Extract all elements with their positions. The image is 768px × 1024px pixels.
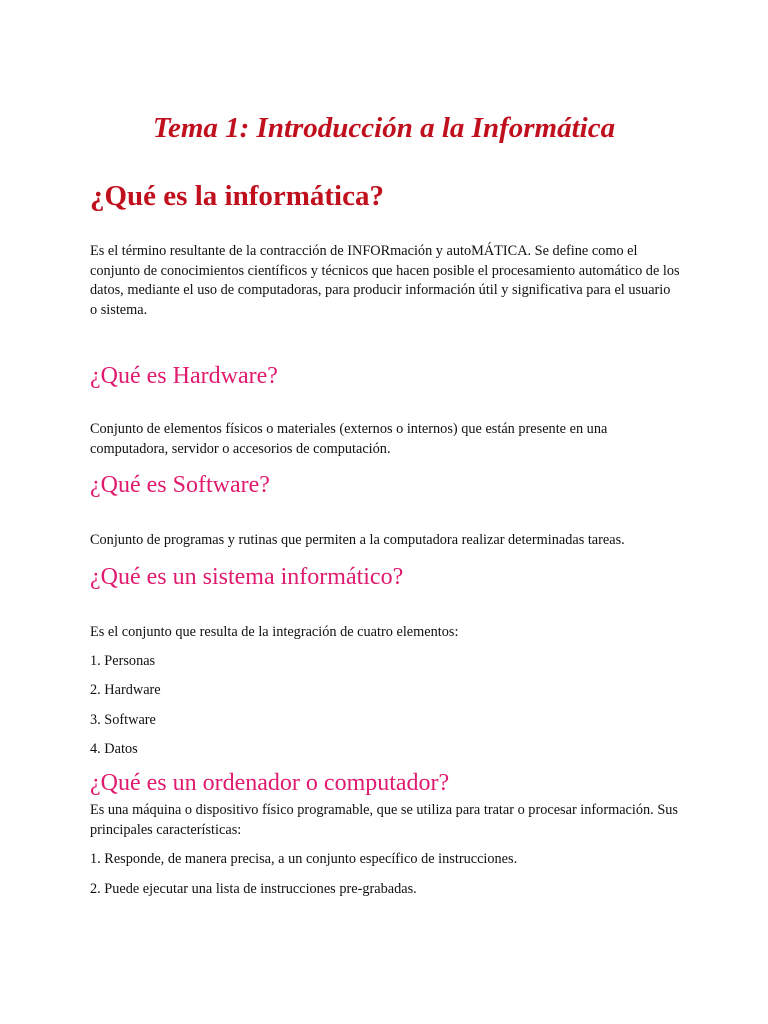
paragraph-software: Conjunto de programas y rutinas que permiten a la computadora realizar determinadas tareas.: [90, 532, 625, 548]
list-item: 1. Personas: [90, 653, 156, 669]
paragraph-ordenador-intro: Es una máquina o dispositivo físico programable, que se utiliza para tratar o procesar información. Sus principales características:: [90, 802, 678, 838]
list-item: 3. Software: [90, 712, 156, 728]
heading-que-es-informatica: ¿Qué es la informática?: [90, 180, 384, 212]
list-item: 4. Datos: [90, 741, 138, 757]
page-title: Tema 1: Introducción a la Informática: [152, 112, 616, 144]
heading-sistema-informatico: ¿Qué es un sistema informático?: [90, 564, 404, 590]
list-item: 2. Puede ejecutar una lista de instrucciones pre-grabadas.: [90, 881, 417, 897]
list-item: 2. Hardware: [90, 682, 161, 698]
heading-ordenador: ¿Qué es un ordenador o computador?: [90, 770, 450, 796]
paragraph-informatica: Es el término resultante de la contracción de INFORmación y autoMÁTICA. Se define como el conjunto de conocimientos científicos y técnicos que hacen posible el procesamiento automático de los datos, mediante el uso de computadoras, para producir información útil y significativa para el usuario o sistema.: [90, 243, 680, 318]
paragraph-sistema-intro: Es el conjunto que resulta de la integración de cuatro elementos:: [90, 624, 459, 640]
paragraph-hardware: Conjunto de elementos físicos o materiales (externos o internos) que están presente en una computadora, servidor o accesorios de computación.: [90, 421, 608, 457]
heading-hardware: ¿Qué es Hardware?: [90, 363, 278, 389]
heading-software: ¿Qué es Software?: [90, 472, 270, 498]
list-item: 1. Responde, de manera precisa, a un conjunto específico de instrucciones.: [90, 851, 518, 867]
